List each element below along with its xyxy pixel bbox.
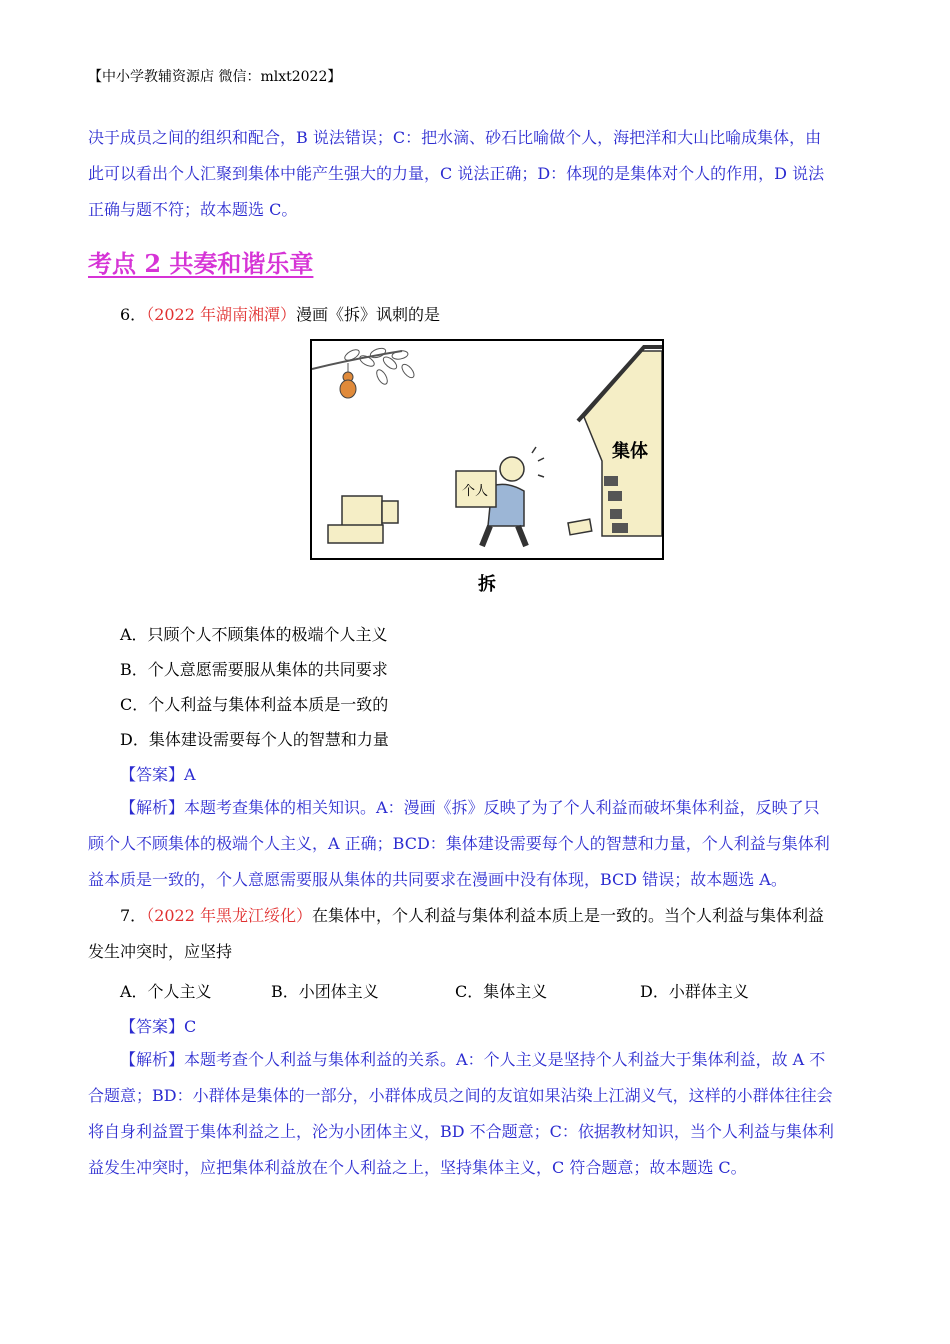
analysis-line: 将自身利益置于集体利益之上，沦为小团体主义，BD 不合题意；C：依据教材知识，当个人利益与集体利 (88, 1122, 834, 1141)
option-a: A．个人主义 (120, 982, 212, 1001)
answer-label: 【答案】 (120, 1017, 185, 1036)
question-number: 7． (120, 906, 147, 925)
intro-line: 决于成员之间的组织和配合，B 说法错误；C：把水滴、砂石比喻做个人，海把洋和大山比喻成集体，由 (88, 128, 822, 147)
option-c: C．个人利益与集体利益本质是一致的 (120, 695, 389, 714)
intro-paragraph (88, 120, 868, 228)
cartoon-caption: 拆 (478, 574, 496, 595)
question-text: 漫画《拆》讽刺的是 (296, 305, 441, 324)
analysis-line: 顾个人不顾集体的极端个人主义，A 正确；BCD：集体建设需要每个人的智慧和力量，个人利益与集体利 (88, 834, 830, 853)
cartoon-label-individual: 个人 (462, 484, 489, 499)
option-b: B．个人意愿需要服从集体的共同要求 (120, 660, 388, 679)
question-source: （2022 年黑龙江绥化） (146, 906, 312, 925)
question-text: 发生冲突时，应坚持 (88, 942, 233, 961)
analysis-7 (88, 1042, 868, 1186)
section-title: 考点 2 共奏和谐乐章 (88, 249, 314, 278)
cartoon-image (310, 339, 664, 560)
analysis-label: 【解析】 (120, 1050, 185, 1069)
option-d: D．集体建设需要每个人的智慧和力量 (120, 730, 389, 749)
question-number: 6． (120, 305, 147, 324)
analysis-line: 益本质是一致的，个人意愿需要服从集体的共同要求在漫画中没有体现，BCD 错误；故本题选 A。 (88, 870, 787, 889)
analysis-line: 合题意；BD：小群体是集体的一部分，小群体成员之间的友谊如果沾染上江湖义气，这样的小群体往往会 (88, 1086, 833, 1105)
analysis-line: 本题考查集体的相关知识。A：漫画《拆》反映了为了个人利益而破坏集体利益，反映了只 (184, 798, 820, 817)
cartoon-label-collective: 集体 (612, 441, 648, 462)
question-6-stem (120, 302, 440, 325)
intro-line: 此可以看出个人汇聚到集体中能产生强大的力量，C 说法正确；D：体现的是集体对个人的作用，D 说法 (88, 164, 825, 183)
cartoon-drawing (312, 341, 662, 558)
analysis-line: 本题考查个人利益与集体利益的关系。A：个人主义是坚持个人利益大于集体利益，故 A 不 (184, 1050, 826, 1069)
analysis-6 (88, 790, 868, 898)
page-header: 【中小学教辅资源店 微信：mlxt2022】 (88, 69, 342, 85)
answer-value: A (184, 765, 196, 784)
option-b: B．小团体主义 (271, 982, 379, 1001)
analysis-line: 益发生冲突时，应把集体利益放在个人利益之上，坚持集体主义，C 符合题意；故本题选 C。 (88, 1158, 747, 1177)
analysis-label: 【解析】 (120, 798, 185, 817)
answer-label: 【答案】 (120, 765, 185, 784)
option-a: A．只顾个人不顾集体的极端个人主义 (120, 625, 388, 644)
option-c: C．集体主义 (455, 982, 548, 1001)
question-source: （2022 年湖南湘潭） (146, 305, 296, 324)
answer-value: C (184, 1017, 197, 1036)
answer-7 (120, 1014, 196, 1037)
question-text: 在集体中，个人利益与集体利益本质上是一致的。当个人利益与集体利益 (312, 906, 825, 925)
option-d: D．小群体主义 (640, 982, 749, 1001)
answer-6 (120, 762, 196, 785)
question-7-stem (88, 898, 868, 970)
intro-line: 正确与题不符；故本题选 C。 (88, 200, 298, 219)
